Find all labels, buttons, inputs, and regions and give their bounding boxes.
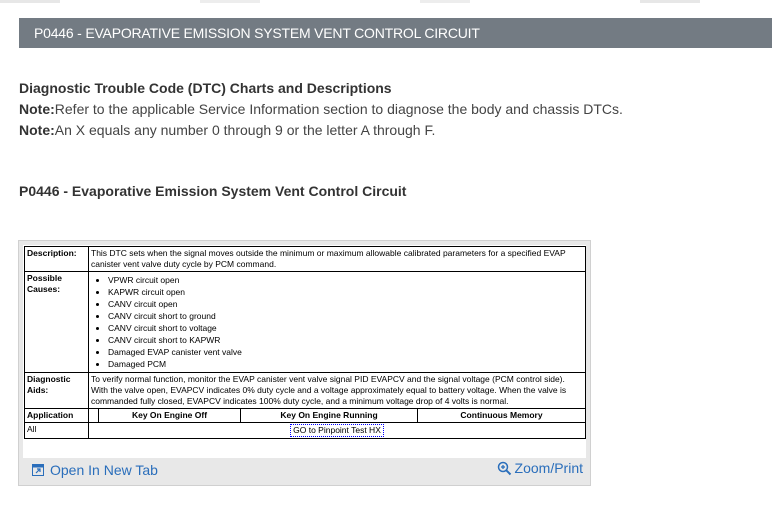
table-header-row <box>25 409 586 423</box>
column-header-application: Application <box>25 409 89 423</box>
list-item: • CANV circuit short to KAPWR <box>108 334 583 346</box>
note-text: An X equals any number 0 through 9 or the letter A through F. <box>54 122 436 138</box>
column-header-continuous: Continuous Memory <box>418 409 586 423</box>
list-item: • CANV circuit short to voltage <box>108 322 583 334</box>
description-text: This DTC sets when the signal moves outside the minimum or maximum allowable calibrated parameters for a specified EVAP canister vent valve duty cycle by PCM command. <box>89 247 586 272</box>
top-cropped-text <box>0 0 772 6</box>
table-row <box>25 272 586 373</box>
open-tab-icon <box>32 464 44 476</box>
note-label: Note: <box>19 101 55 117</box>
open-tab-label: Open In New Tab <box>50 462 158 478</box>
column-header-blank <box>89 409 99 423</box>
open-in-new-tab-link[interactable] <box>32 462 158 478</box>
list-item: • CANV circuit short to ground <box>108 310 583 322</box>
pinpoint-test-link[interactable]: GO to Pinpoint Test HX <box>290 424 384 437</box>
aids-text: To verify normal function, monitor the EVAP canister vent valve signal PID EVAPCV and the signal voltage (PCM control side). With the valve open, EVAPCV indicates 0% duty cycle and a voltage approximately equal to battery voltage. When the valve is commanded fully closed, EVAPCV indicates 100% duty cycle, and a minimum voltage drop of 4 volts is normal. <box>89 373 586 409</box>
list-item: • Damaged EVAP canister vent valve <box>108 346 583 358</box>
causes-list <box>91 274 583 370</box>
aids-label: Diagnostic Aids: <box>25 373 89 409</box>
note-text: Refer to the applicable Service Information section to diagnose the body and chassis DTCs. <box>54 101 623 117</box>
column-header-koer: Key On Engine Running <box>241 409 418 423</box>
table-row <box>25 373 586 409</box>
list-item: • Damaged PCM <box>108 358 583 370</box>
application-cell: All <box>25 423 89 439</box>
list-item: • KAPWR circuit open <box>108 286 583 298</box>
description-label: Description: <box>25 247 89 272</box>
dtc-section-heading: P0446 - Evaporative Emission System Vent Control Circuit <box>19 183 407 199</box>
note-line-2 <box>19 122 435 138</box>
list-item: • CANV circuit open <box>108 298 583 310</box>
column-header-koeo: Key On Engine Off <box>99 409 241 423</box>
note-label: Note: <box>19 122 55 138</box>
table-row <box>25 247 586 272</box>
page-title-bar <box>19 18 772 48</box>
zoom-print-link[interactable] <box>497 460 583 476</box>
causes-cell <box>89 272 586 373</box>
dtc-figure-image <box>23 245 586 458</box>
page-title: P0446 - EVAPORATIVE EMISSION SYSTEM VENT CONTROL CIRCUIT <box>34 25 480 41</box>
list-item: • VPWR circuit open <box>108 274 583 286</box>
zoom-in-icon <box>497 461 512 476</box>
zoom-print-label: Zoom/Print <box>514 460 583 476</box>
dtc-charts-heading: Diagnostic Trouble Code (DTC) Charts and Descriptions <box>19 80 392 96</box>
dtc-figure <box>18 240 591 486</box>
table-row <box>25 423 586 439</box>
causes-label: Possible Causes: <box>25 272 89 373</box>
note-line-1 <box>19 101 623 117</box>
test-link-cell <box>89 423 586 439</box>
dtc-table <box>24 246 586 439</box>
